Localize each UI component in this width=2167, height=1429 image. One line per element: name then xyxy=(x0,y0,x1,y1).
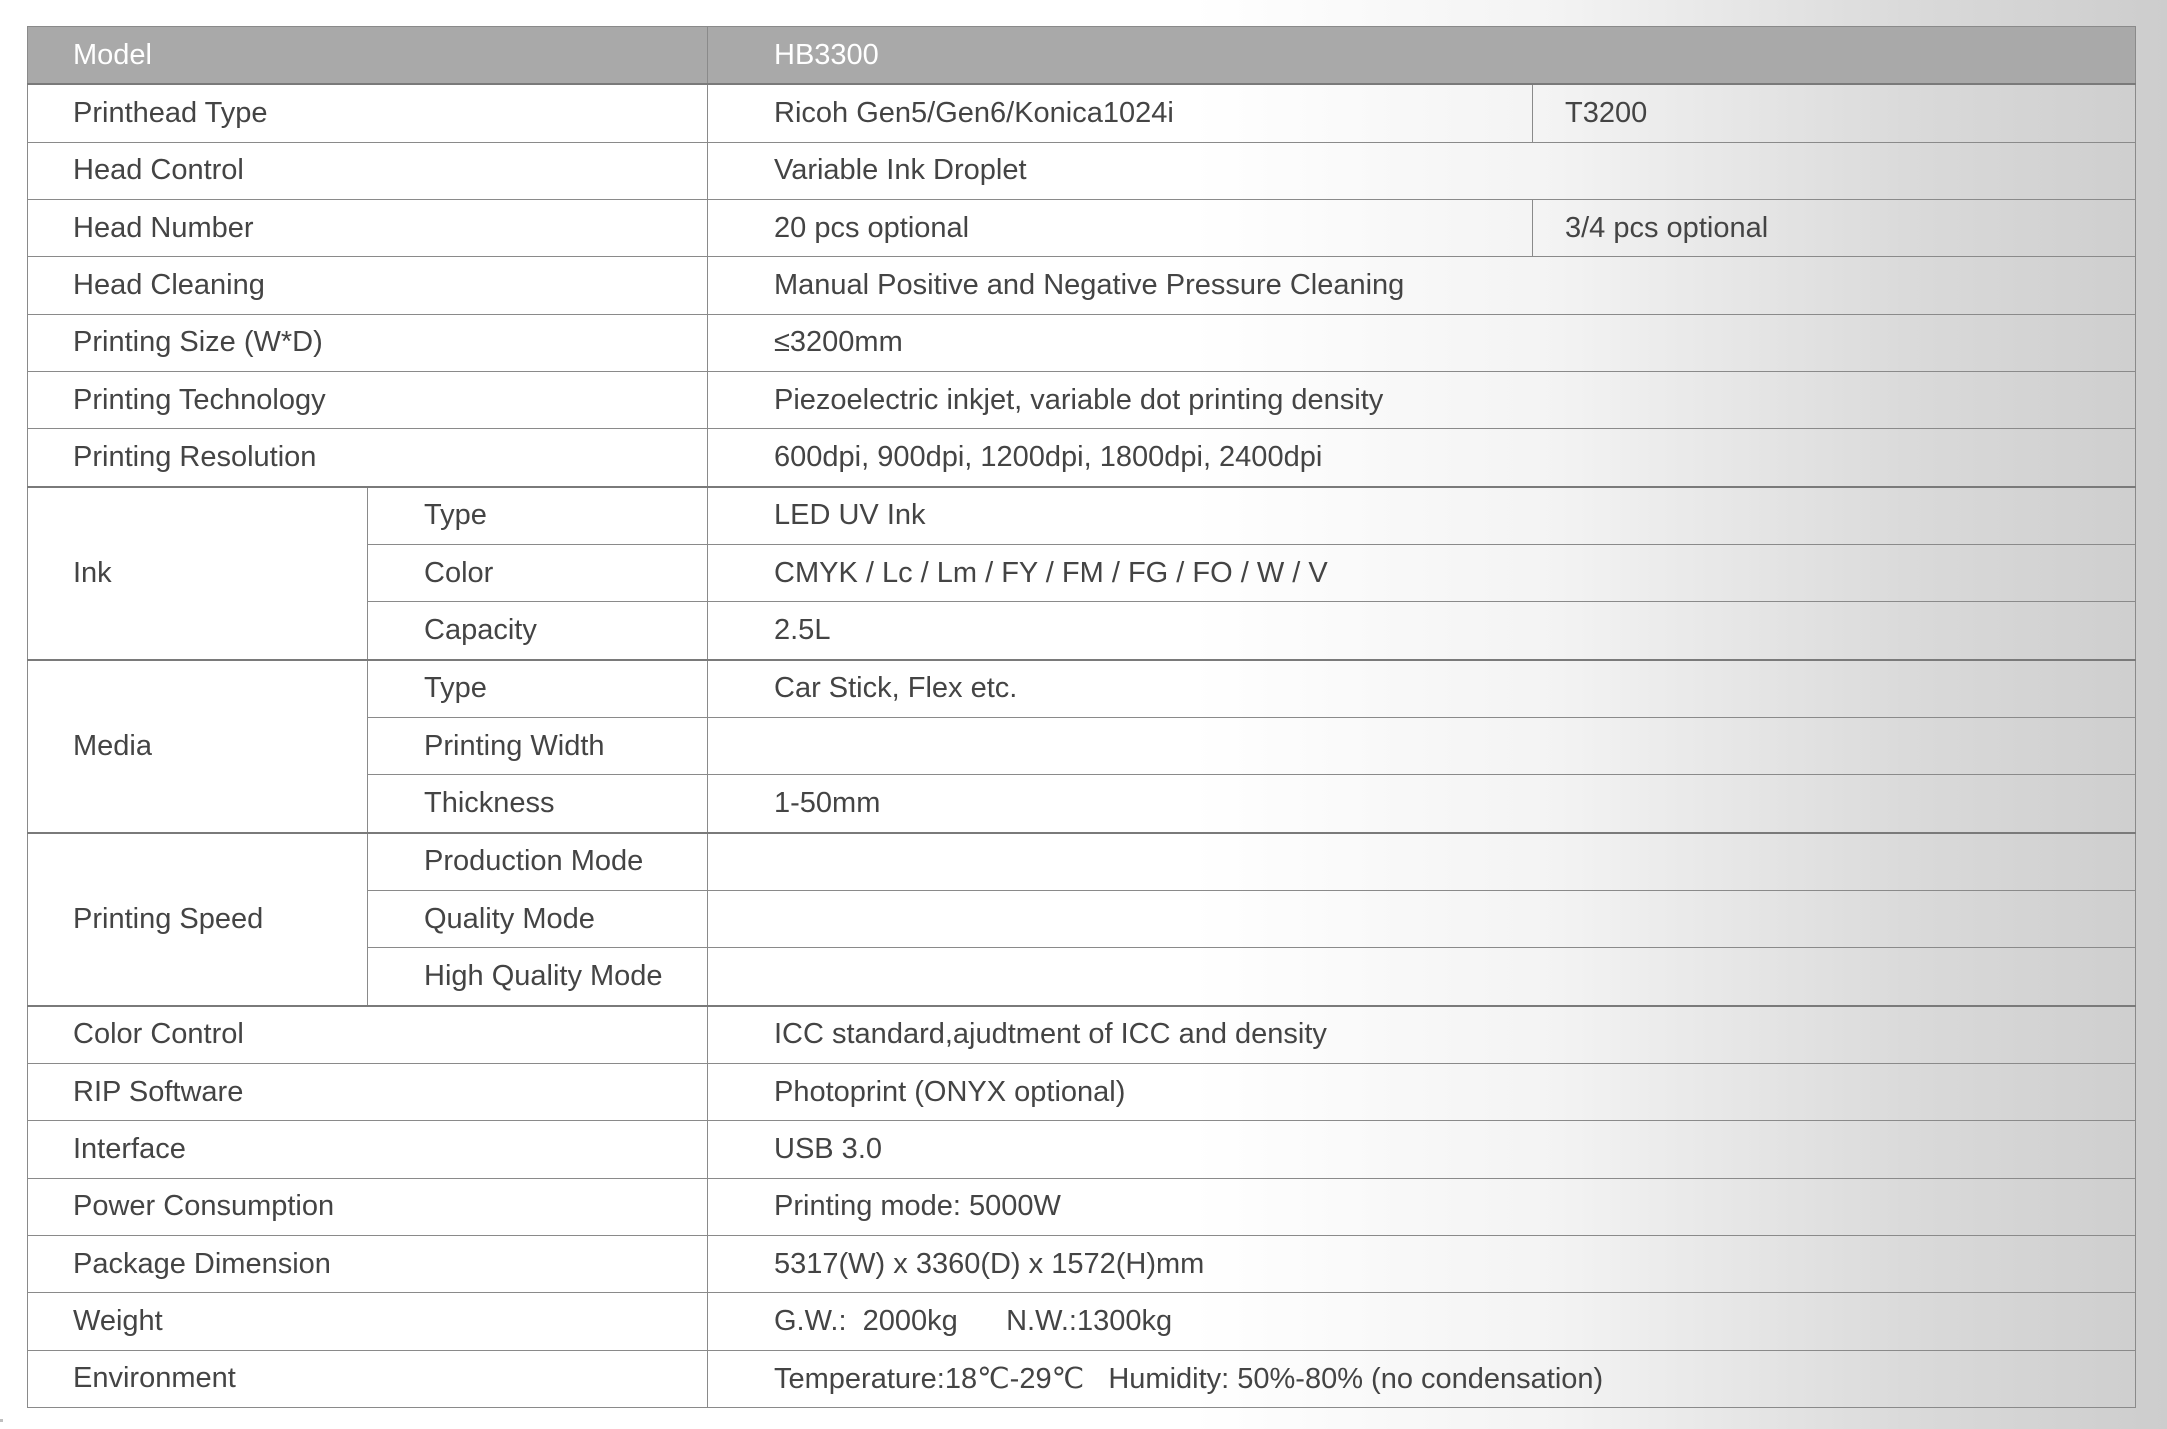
row-value: Printing mode: 5000W xyxy=(708,1178,2136,1235)
table-row xyxy=(28,1293,2136,1350)
table-row xyxy=(28,1235,2136,1292)
sub-label: High Quality Mode xyxy=(368,948,708,1006)
corner-mark xyxy=(0,1419,3,1422)
row-label: Printing Size (W*D) xyxy=(28,314,708,371)
table-row xyxy=(28,1006,2136,1064)
row-value: ≤3200mm xyxy=(708,314,2136,371)
table-row xyxy=(28,487,2136,545)
row-label: Printing Resolution xyxy=(28,429,708,487)
header-label: Model xyxy=(28,27,708,85)
table-row xyxy=(28,84,2136,142)
sub-label: Thickness xyxy=(368,775,708,833)
group-label-speed: Printing Speed xyxy=(28,833,368,1006)
table-row xyxy=(28,833,2136,891)
row-value: G.W.: 2000kg N.W.:1300kg xyxy=(708,1293,2136,1350)
row-value: Photoprint (ONYX optional) xyxy=(708,1063,2136,1120)
row-label: Weight xyxy=(28,1293,708,1350)
header-row xyxy=(28,27,2136,85)
sub-label: Type xyxy=(368,487,708,545)
row-label: Head Number xyxy=(28,199,708,256)
group-label-ink: Ink xyxy=(28,487,368,660)
row-label: Interface xyxy=(28,1121,708,1178)
table-row xyxy=(28,371,2136,428)
row-label: Head Cleaning xyxy=(28,257,708,314)
sub-label: Capacity xyxy=(368,602,708,660)
spec-table xyxy=(27,26,2136,1408)
table-row xyxy=(28,314,2136,371)
row-label: Color Control xyxy=(28,1006,708,1064)
sub-label: Type xyxy=(368,660,708,718)
sub-label: Color xyxy=(368,544,708,601)
row-value xyxy=(708,833,2136,891)
row-value: 5317(W) x 3360(D) x 1572(H)mm xyxy=(708,1235,2136,1292)
row-value xyxy=(708,717,2136,774)
row-value: CMYK / Lc / Lm / FY / FM / FG / FO / W / V xyxy=(708,544,2136,601)
sub-label: Printing Width xyxy=(368,717,708,774)
row-value-secondary: 3/4 pcs optional xyxy=(1533,199,2136,256)
header-value: HB3300 xyxy=(708,27,2136,85)
row-value xyxy=(708,948,2136,1006)
row-label: Printing Technology xyxy=(28,371,708,428)
row-value: Manual Positive and Negative Pressure Cleaning xyxy=(708,257,2136,314)
row-value: Car Stick, Flex etc. xyxy=(708,660,2136,718)
row-value: Ricoh Gen5/Gen6/Konica1024i xyxy=(708,84,1533,142)
row-value: USB 3.0 xyxy=(708,1121,2136,1178)
row-label: Power Consumption xyxy=(28,1178,708,1235)
row-label: RIP Software xyxy=(28,1063,708,1120)
sub-label: Production Mode xyxy=(368,833,708,891)
sub-label: Quality Mode xyxy=(368,890,708,947)
table-row xyxy=(28,660,2136,718)
row-label: Package Dimension xyxy=(28,1235,708,1292)
table-row xyxy=(28,1121,2136,1178)
row-value: ICC standard,ajudtment of ICC and density xyxy=(708,1006,2136,1064)
row-value: 2.5L xyxy=(708,602,2136,660)
row-value: 1-50mm xyxy=(708,775,2136,833)
row-label: Head Control xyxy=(28,142,708,199)
table-row xyxy=(28,257,2136,314)
row-value: Temperature:18℃-29℃ Humidity: 50%-80% (no condensation) xyxy=(708,1350,2136,1407)
row-label: Printhead Type xyxy=(28,84,708,142)
row-value: Piezoelectric inkjet, variable dot printing density xyxy=(708,371,2136,428)
group-label-media: Media xyxy=(28,660,368,833)
row-value: 600dpi, 900dpi, 1200dpi, 1800dpi, 2400dpi xyxy=(708,429,2136,487)
row-label: Environment xyxy=(28,1350,708,1407)
table-row xyxy=(28,199,2136,256)
row-value: LED UV Ink xyxy=(708,487,2136,545)
table-row xyxy=(28,142,2136,199)
table-row xyxy=(28,1063,2136,1120)
row-value: Variable Ink Droplet xyxy=(708,142,2136,199)
table-row xyxy=(28,429,2136,487)
table-row xyxy=(28,1350,2136,1407)
table-row xyxy=(28,1178,2136,1235)
row-value xyxy=(708,890,2136,947)
row-value-secondary: T3200 xyxy=(1533,84,2136,142)
row-value: 20 pcs optional xyxy=(708,199,1533,256)
